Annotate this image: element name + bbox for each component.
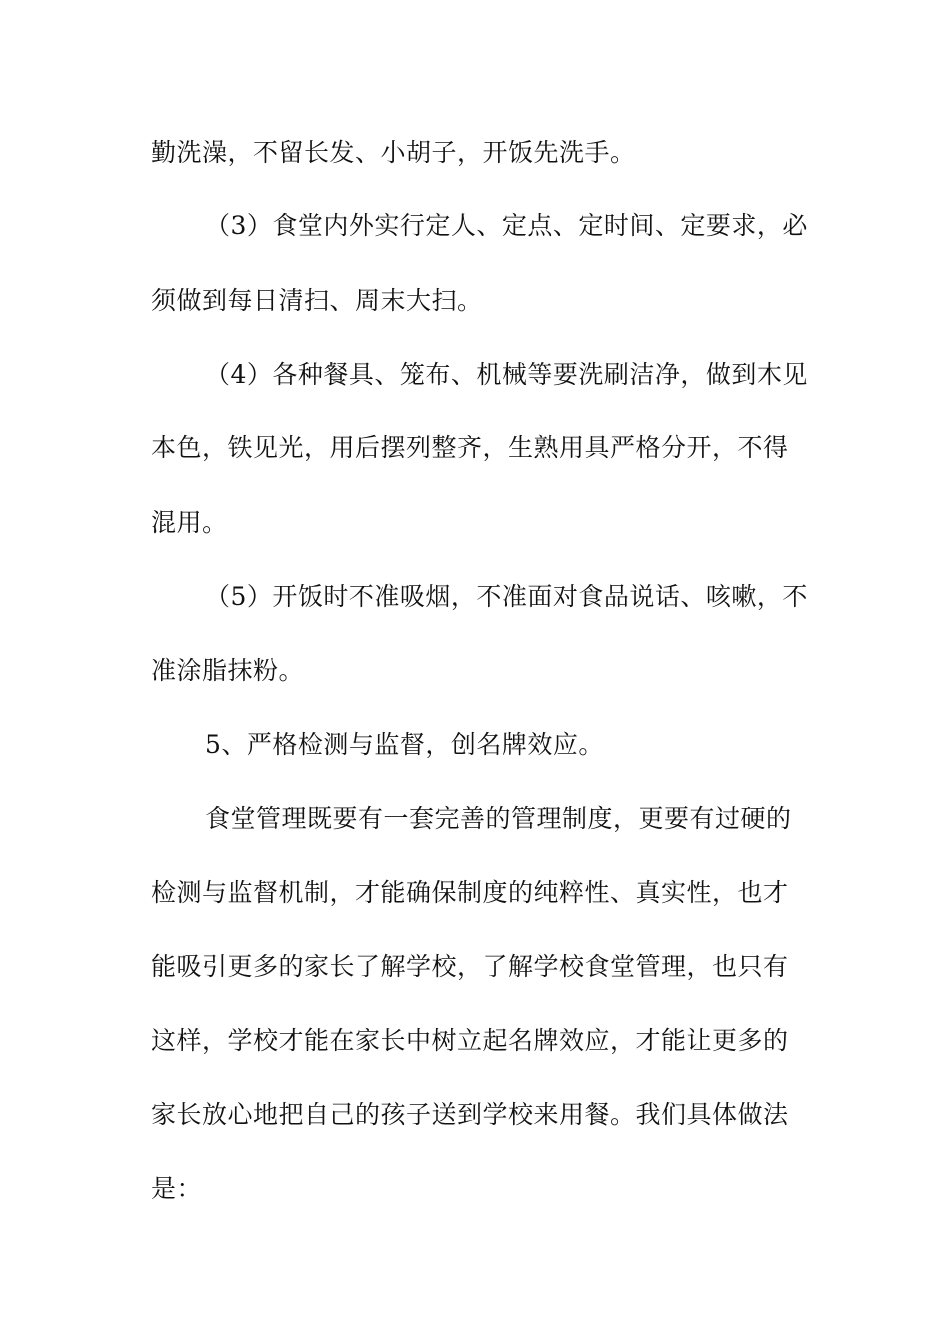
text-line: （5）开饭时不准吸烟，不准面对食品说话、咳嗽，不	[205, 582, 808, 611]
text-line: 须做到每日清扫、周末大扫。	[151, 286, 483, 315]
text-line: （3）食堂内外实行定人、定点、定时间、定要求，必	[205, 211, 808, 240]
text-line: 检测与监督机制，才能确保制度的纯粹性、真实性，也才	[151, 878, 789, 907]
text-line: （4）各种餐具、笼布、机械等要洗刷洁净，做到木见	[205, 360, 808, 389]
text-line: 是：	[151, 1174, 203, 1203]
text-line: 本色，铁见光，用后摆列整齐，生熟用具严格分开，不得	[151, 433, 789, 462]
text-line: 准涂脂抹粉。	[151, 656, 305, 685]
section-heading: 5、严格检测与监督，创名牌效应。	[205, 730, 604, 759]
text-line: 食堂管理既要有一套完善的管理制度，更要有过硬的	[205, 804, 792, 833]
text-line: 混用。	[151, 508, 228, 537]
text-line: 勤洗澡，不留长发、小胡子，开饭先洗手。	[151, 138, 636, 167]
text-line: 这样，学校才能在家长中树立起名牌效应，才能让更多的	[151, 1026, 789, 1055]
text-line: 家长放心地把自己的孩子送到学校来用餐。我们具体做法	[151, 1100, 789, 1129]
text-line: 能吸引更多的家长了解学校，了解学校食堂管理，也只有	[151, 952, 789, 981]
